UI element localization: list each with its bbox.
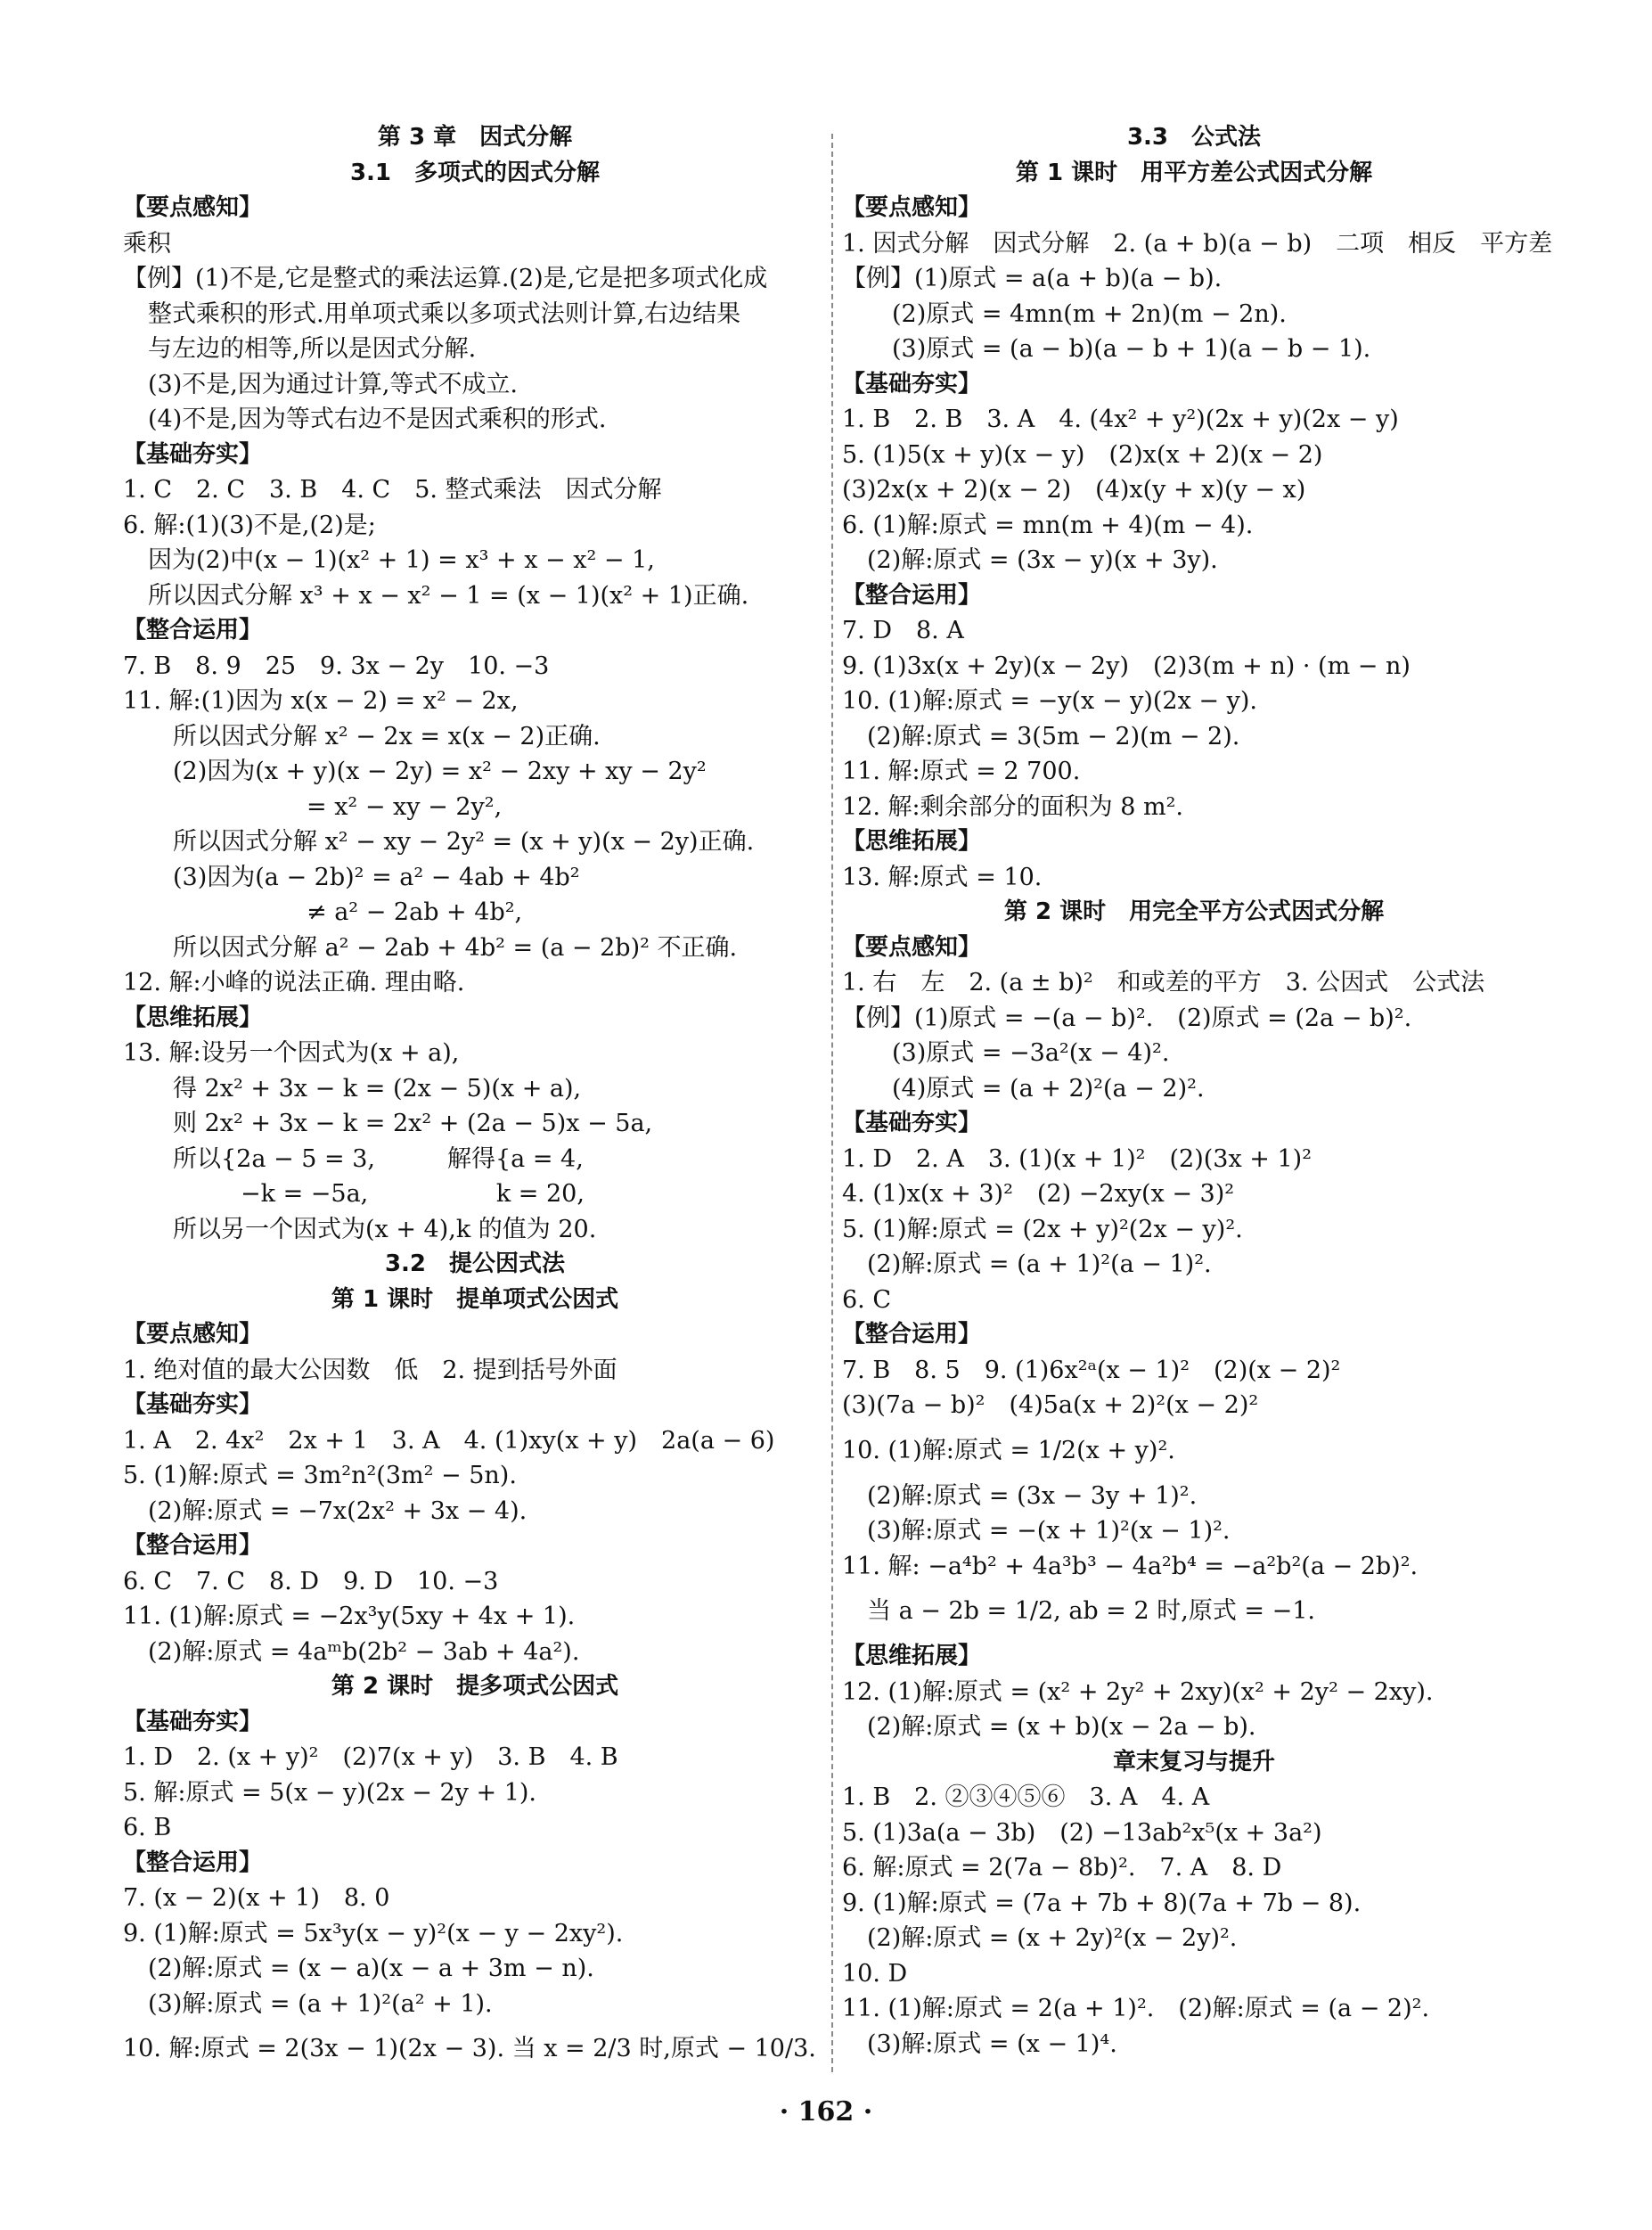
answer-line: 1. 右 左 2. (a ± b)² 和或差的平方 3. 公因式 公式法 <box>842 969 1485 996</box>
answer-line: 所以另一个因式为(x + 4),k 的值为 20. <box>173 1215 597 1243</box>
answer-line: 1. D 2. A 3. (1)(x + 1)² (2)(3x + 1)² <box>842 1144 1313 1173</box>
answer-line: 7. (x − 2)(x + 1) 8. 0 <box>123 1884 390 1912</box>
answer-line: 5. (1)解:原式 = (2x + y)²(2x − y)². <box>842 1215 1243 1243</box>
section-heading: 第 1 课时 用平方差公式因式分解 <box>1015 159 1373 186</box>
answer-line: 5. (1)3a(a − 3b) (2) −13ab²x⁵(x + 3a²) <box>842 1818 1322 1847</box>
answer-line: 1. B 2. B 3. A 4. (4x² + y²)(2x + y)(2x − y) <box>842 406 1399 433</box>
section-heading: 第 3 章 因式分解 <box>377 124 573 151</box>
subsection-label: 【思维拓展】 <box>842 1643 982 1669</box>
subsection-label: 【基础夯实】 <box>123 440 263 468</box>
answer-line: = x² − xy − 2y², <box>307 792 503 821</box>
answer-line: (3)(7a − b)² (4)5a(x + 2)²(x − 2)² <box>842 1391 1259 1419</box>
answer-line: 10. (1)解:原式 = 1/2(x + y)². <box>842 1436 1175 1464</box>
subsection-label: 【基础夯实】 <box>842 1110 982 1136</box>
answer-line: 9. (1)解:原式 = (7a + 7b + 8)(7a + 7b − 8). <box>842 1889 1362 1917</box>
answer-line: 【例】(1)原式 = −(a − b)². (2)原式 = (2a − b)². <box>842 1004 1412 1032</box>
section-heading: 章末复习与提升 <box>1112 1748 1275 1775</box>
answer-line: 12. 解:小峰的说法正确. 理由略. <box>123 969 465 996</box>
answer-line: 6. (1)解:原式 = mn(m + 4)(m − 4). <box>842 511 1254 539</box>
column-divider <box>831 134 833 2072</box>
answer-line: 11. 解:(1)因为 x(x − 2) = x² − 2x, <box>123 687 519 715</box>
answer-line: 7. D 8. A <box>842 617 964 644</box>
right-column <box>842 120 1553 2062</box>
answer-line: (2)因为(x + y)(x − 2y) = x² − 2xy + xy − 2y² <box>173 758 707 785</box>
answer-line: (2)解:原式 = 4aᵐb(2b² − 3ab + 4a²). <box>148 1637 580 1666</box>
subsection-label: 【整合运用】 <box>842 581 982 609</box>
answer-line: 11. (1)解:原式 = −2x³y(5xy + 4x + 1). <box>123 1603 576 1630</box>
answer-line: 7. B 8. 9 25 9. 3x − 2y 10. −3 <box>123 652 550 680</box>
answer-line: 5. 解:原式 = 5(x − y)(2x − 2y + 1). <box>123 1778 536 1807</box>
answer-line: 与左边的相等,所以是因式分解. <box>148 335 477 363</box>
answer-line: (3)原式 = (a − b)(a − b + 1)(a − b − 1). <box>892 335 1371 363</box>
subsection-label: 【思维拓展】 <box>842 828 982 855</box>
answer-line: 1. 因式分解 因式分解 2. (a + b)(a − b) 二项 相反 平方差 <box>842 229 1553 258</box>
answer-line: (3)不是,因为通过计算,等式不成立. <box>148 370 518 398</box>
answer-line: 12. (1)解:原式 = (x² + 2y² + 2xy)(x² + 2y² − 2xy). <box>842 1677 1434 1706</box>
answer-line: 4. (1)x(x + 3)² (2) −2xy(x − 3)² <box>842 1180 1235 1208</box>
subsection-label: 【基础夯实】 <box>123 1708 263 1735</box>
left-column <box>123 120 827 2077</box>
section-heading: 第 2 课时 提多项式公因式 <box>331 1673 619 1700</box>
answer-line: 所以因式分解 x² − xy − 2y² = (x + y)(x − 2y)正确. <box>173 828 755 856</box>
answer-line: 1. 绝对值的最大公因数 低 2. 提到括号外面 <box>123 1356 617 1384</box>
answer-line: 9. (1)3x(x + 2y)(x − 2y) (2)3(m + n) · (m − n) <box>842 652 1411 680</box>
subsection-label: 【整合运用】 <box>123 1532 263 1559</box>
answer-line: 则 2x² + 3x − k = 2x² + (2a − 5)x − 5a, <box>173 1110 653 1137</box>
answer-line: 6. C 7. C 8. D 9. D 10. −3 <box>123 1567 499 1595</box>
subsection-label: 【基础夯实】 <box>123 1391 263 1418</box>
section-heading: 第 2 课时 用完全平方公式因式分解 <box>1003 898 1385 925</box>
section-heading: 3.1 多项式的因式分解 <box>349 159 601 186</box>
answer-line: (3)因为(a − 2b)² = a² − 4ab + 4b² <box>173 863 580 891</box>
answer-line: 因为(2)中(x − 1)(x² + 1) = x³ + x − x² − 1, <box>148 546 655 574</box>
answer-line: 1. C 2. C 3. B 4. C 5. 整式乘法 因式分解 <box>123 476 662 504</box>
answer-line: 6. 解:(1)(3)不是,(2)是; <box>123 511 376 539</box>
answer-line: 11. 解: −a⁴b² + 4a³b³ − 4a²b⁴ = −a²b²(a − 2b)². <box>842 1552 1419 1580</box>
subsection-label: 【要点感知】 <box>842 933 982 961</box>
answer-line: (3)原式 = −3a²(x − 4)². <box>892 1039 1170 1067</box>
answer-line: (2)解:原式 = −7x(2x² + 3x − 4). <box>148 1496 527 1525</box>
answer-line: 所以{2a − 5 = 3, 解得{a = 4, <box>173 1144 584 1173</box>
answer-line: (3)解:原式 = (x − 1)⁴. <box>867 2029 1117 2058</box>
answer-line: (2)解:原式 = (a + 1)²(a − 1)². <box>867 1250 1212 1278</box>
section-heading: 第 1 课时 提单项式公因式 <box>331 1285 619 1313</box>
answer-line: 6. B <box>123 1814 172 1841</box>
answer-line: (2)解:原式 = (3x − 3y + 1)². <box>867 1481 1198 1510</box>
subsection-label: 【思维拓展】 <box>123 1004 263 1031</box>
answer-line: 1. A 2. 4x² 2x + 1 3. A 4. (1)xy(x + y) 2a(a − 6) <box>123 1426 775 1455</box>
answer-line: (2)原式 = 4mn(m + 2n)(m − 2n). <box>892 299 1287 328</box>
subsection-label: 【整合运用】 <box>842 1321 982 1348</box>
answer-line: 10. D <box>842 1959 908 1988</box>
subsection-label: 【要点感知】 <box>123 194 263 221</box>
answer-line: 1. D 2. (x + y)² (2)7(x + y) 3. B 4. B <box>123 1743 618 1771</box>
answer-line: 当 a − 2b = 1/2, ab = 2 时,原式 = −1. <box>867 1597 1316 1625</box>
subsection-label: 【要点感知】 <box>842 194 982 221</box>
answer-line: 得 2x² + 3x − k = (2x − 5)(x + a), <box>173 1074 582 1103</box>
answer-line: 7. B 8. 5 9. (1)6x²ᵃ(x − 1)² (2)(x − 2)² <box>842 1356 1341 1384</box>
answer-line: (2)解:原式 = (x − a)(x − a + 3m − n). <box>148 1955 594 1982</box>
answer-line: 13. 解:原式 = 10. <box>842 863 1043 891</box>
answer-line: (2)解:原式 = 3(5m − 2)(m − 2). <box>867 722 1240 750</box>
answer-line: (4)原式 = (a + 2)²(a − 2)². <box>892 1074 1205 1103</box>
answer-line: 1. B 2. ②③④⑤⑥ 3. A 4. A <box>842 1783 1210 1811</box>
section-heading: 3.3 公式法 <box>1126 124 1262 151</box>
answer-line: (4)不是,因为等式右边不是因式乘积的形式. <box>148 406 607 433</box>
answer-line: 10. 解:原式 = 2(3x − 1)(2x − 3). 当 x = 2/3 时,原式 − 10/3. <box>123 2035 816 2062</box>
answer-line: (3)解:原式 = −(x + 1)²(x − 1)². <box>867 1517 1231 1545</box>
subsection-label: 【要点感知】 <box>123 1321 263 1348</box>
answer-line: (2)解:原式 = (x + 2y)²(x − 2y)². <box>867 1924 1238 1952</box>
answer-line: 13. 解:设另一个因式为(x + a), <box>123 1039 460 1067</box>
answer-line: 【例】(1)不是,它是整式的乘法运算.(2)是,它是把多项式化成 <box>123 265 768 292</box>
answer-line: (3)2x(x + 2)(x − 2) (4)x(y + x)(y − x) <box>842 476 1306 504</box>
answer-line: (3)解:原式 = (a + 1)²(a² + 1). <box>148 1989 493 2018</box>
subsection-label: 【整合运用】 <box>123 617 263 644</box>
answer-line: 6. 解:原式 = 2(7a − 8b)². 7. A 8. D <box>842 1854 1282 1882</box>
answer-line: 11. 解:原式 = 2 700. <box>842 758 1081 785</box>
answer-line: (2)解:原式 = (x + b)(x − 2a − b). <box>867 1713 1256 1741</box>
answer-line: 10. (1)解:原式 = −y(x − y)(2x − y). <box>842 687 1257 715</box>
page-number: · 162 · <box>779 2096 873 2128</box>
answer-line: 6. C <box>842 1285 892 1314</box>
answer-line: 整式乘积的形式.用单项式乘以多项式法则计算,右边结果 <box>148 299 741 328</box>
answer-line: 11. (1)解:原式 = 2(a + 1)². (2)解:原式 = (a − 2)². <box>842 1995 1430 2022</box>
section-heading: 3.2 提公因式法 <box>384 1250 566 1277</box>
answer-line: 5. (1)解:原式 = 3m²n²(3m² − 5n). <box>123 1462 517 1489</box>
answer-line: −k = −5a, k = 20, <box>192 1180 585 1208</box>
answer-line: ≠ a² − 2ab + 4b², <box>307 898 523 926</box>
subsection-label: 【基础夯实】 <box>842 370 982 398</box>
answer-line: 5. (1)5(x + y)(x − y) (2)x(x + 2)(x − 2) <box>842 440 1323 469</box>
subsection-label: 【整合运用】 <box>123 1849 263 1876</box>
answer-line: 乘积 <box>123 229 171 258</box>
answer-line: 所以因式分解 x² − 2x = x(x − 2)正确. <box>173 722 601 750</box>
answer-line: 所以因式分解 a² − 2ab + 4b² = (a − 2b)² 不正确. <box>173 933 738 962</box>
answer-line: (2)解:原式 = (3x − y)(x + 3y). <box>867 546 1218 574</box>
answer-line: 9. (1)解:原式 = 5x³y(x − y)²(x − y − 2xy²). <box>123 1919 624 1947</box>
answer-line: 【例】(1)原式 = a(a + b)(a − b). <box>842 265 1223 292</box>
answer-line: 12. 解:剩余部分的面积为 8 m². <box>842 792 1183 821</box>
answer-line: 所以因式分解 x³ + x − x² − 1 = (x − 1)(x² + 1)正确. <box>148 581 749 610</box>
